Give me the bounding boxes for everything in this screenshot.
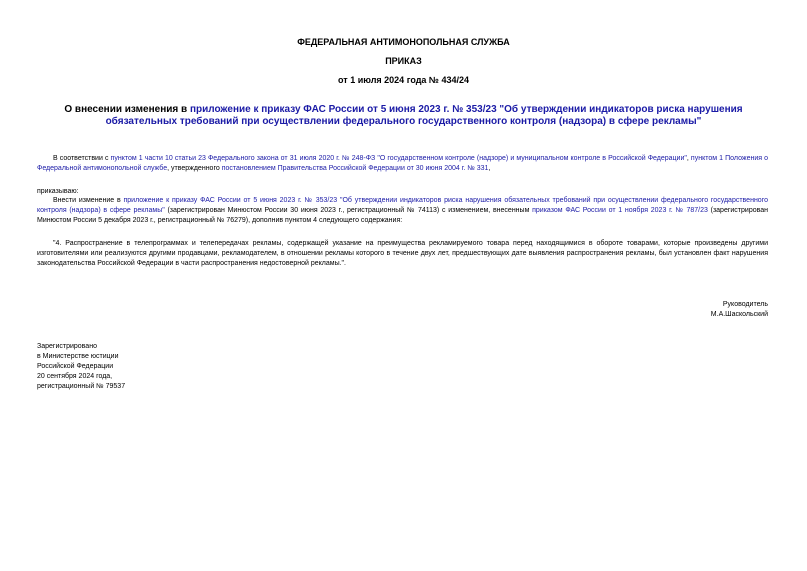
document-date: от 1 июля 2024 года № 434/24 <box>338 75 469 85</box>
agency-name: ФЕДЕРАЛЬНАЯ АНТИМОНОПОЛЬНАЯ СЛУЖБА <box>297 37 510 47</box>
p1-text-4: , <box>488 165 491 172</box>
p2-link-appendix[interactable]: приложение к приказу ФАС России от 5 июня 2023 г. № 353/23 "Об утверждении индикаторов риска нарушения обязательных требований при осуществлении федерального государственного контроля (надзора) в сфере рекламы" <box>37 197 768 214</box>
p1-link-law[interactable]: пунктом 1 части 10 статьи 23 Федерального закона от 31 июля 2020 г. № 248-ФЗ "О государственном контроле (надзоре) и муниципальном контроле в Российской Федерации" <box>110 155 687 162</box>
title-link[interactable]: приложение к приказу ФАС России от 5 июня 2023 г. № 353/23 "Об утверждении индикаторов риска нарушения обязательных требований при осуществлении федерального государственного контроля (надзора) в сфере рекламы" <box>105 104 743 127</box>
registration-line-4: 20 сентября 2024 года, <box>37 373 113 380</box>
p1-link-regulation[interactable]: пунктом 1 Положения о Федеральной антимонопольной службе <box>37 155 769 172</box>
signature-role: Руководитель <box>722 301 768 308</box>
document-type: ПРИКАЗ <box>385 56 422 66</box>
p2-text-2: (зарегистрирован Минюстом России 30 июня 2023 г., регистрационный № 74113) с изменением, внесенным <box>164 207 533 214</box>
p1-link-decree[interactable]: постановлением Правительства Российской Федерации от 30 июня 2004 г. № 331 <box>221 165 489 172</box>
p2-link-order[interactable]: приказом ФАС России от 1 ноября 2023 г. № 787/23 <box>532 207 708 214</box>
registration-block <box>37 342 125 392</box>
p2-text-1: Внести изменение в <box>53 197 124 204</box>
document-title <box>30 104 777 128</box>
signature-block <box>711 300 768 320</box>
p1-text-2: , <box>686 155 691 162</box>
p1-text-3: , утвержденного <box>167 165 222 172</box>
paragraph-amendment <box>37 196 768 226</box>
registration-line-1: Зарегистрировано <box>37 343 97 350</box>
registration-line-2: в Министерстве юстиции <box>37 353 119 360</box>
paragraph-basis <box>37 154 768 174</box>
registration-line-3: Российской Федерации <box>37 363 114 370</box>
p2-text-3: (зарегистрирован Минюстом России 5 декабря 2023 г., регистрационный № 76279), дополнив пунктом 4 следующего содержания: <box>37 207 768 224</box>
p1-text-1: В соответствии с <box>53 155 111 162</box>
order-word: приказываю: <box>37 188 79 195</box>
title-prefix: О внесении изменения в <box>64 104 190 115</box>
signature-name: М.А.Шаскольский <box>710 311 768 318</box>
registration-line-5: регистрационный № 79537 <box>37 383 126 390</box>
paragraph-new-point: "4. Распространение в телепрограммах и телепередачах рекламы, содержащей указание на преимущества рекламируемого товара перед находящимися в обороте товарами, которые произведены другими изготовителями или реализуются другими продавцами, рекламодателем, в отношении рекламы которого в течение двух лет, предшествующих дате выявления распространения рекламы, был установлен факт нарушения законодательства Российской Федерации в части распространения недостоверной рекламы.". <box>37 240 768 267</box>
